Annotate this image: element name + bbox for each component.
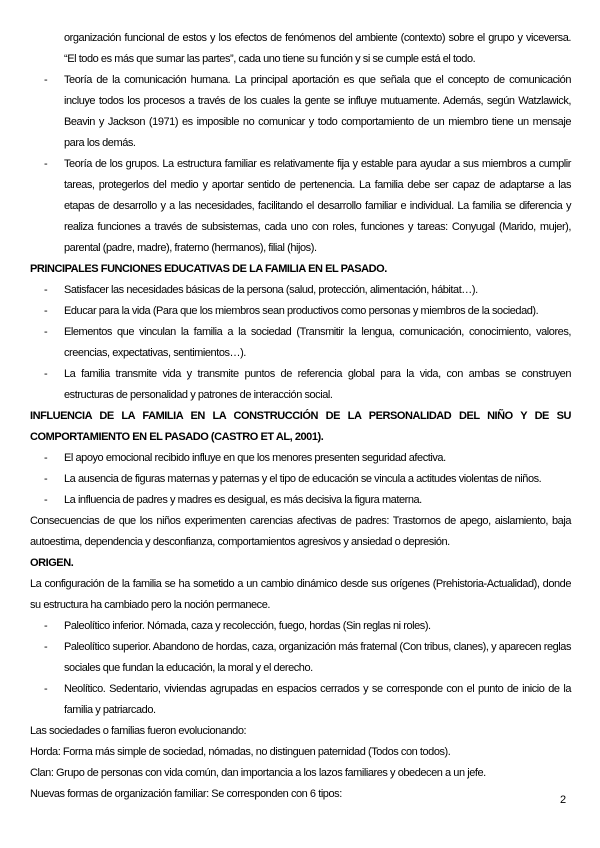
bullet-dash: - xyxy=(44,473,48,485)
bullet-dash: - xyxy=(44,494,48,506)
section-heading-origin: ORIGEN. xyxy=(30,557,74,569)
bullet-dash: - xyxy=(44,452,48,464)
list-item-text: La familia transmite vida y transmite puntos de referencia global para la vida, con ambas se construyen estructuras de personalidad y patrones de interacción social. xyxy=(64,368,571,401)
list-item-text: La ausencia de figuras maternas y paternas y el tipo de educación se vincula a actitudes violentas de niños. xyxy=(64,473,542,485)
bullet-dash: - xyxy=(44,74,48,86)
list-item xyxy=(30,616,571,637)
bullet-dash: - xyxy=(44,641,48,653)
list-item xyxy=(30,70,571,154)
bullet-dash: - xyxy=(44,305,48,317)
bullet-dash: - xyxy=(44,683,48,695)
origin-list xyxy=(30,616,571,721)
list-item xyxy=(30,469,571,490)
list-item xyxy=(30,637,571,679)
list-item-text: Teoría de la comunicación humana. La principal aportación es que señala que el concepto de comunicación incluye todos los procesos a través de los cuales la gente se influye mutuamente. Además, según Watzlawick, Beavin y Jackson (1971) es imposible no comunicar y todo comportamiento de un miembro tiene un mensaje para los demás. xyxy=(64,74,571,149)
section-heading-influence: INFLUENCIA DE LA FAMILIA EN LA CONSTRUCCIÓN DE LA PERSONALIDAD DEL NIÑO Y DE SU COMPORTAMIENTO EN EL PASADO (CASTRO ET AL, 2001). xyxy=(30,410,571,443)
list-item xyxy=(30,364,571,406)
list-item-text: Paleolítico superior. Abandono de hordas, caza, organización más fraternal (Con tribus, clanes), y aparecen reglas sociales que fundan la educación, la moral y el derecho. xyxy=(64,641,571,674)
evolution-line: Las sociedades o familias fueron evolucionando: xyxy=(30,725,247,737)
bullet-dash: - xyxy=(44,620,48,632)
theories-list xyxy=(30,70,571,259)
functions-list xyxy=(30,280,571,406)
bullet-dash: - xyxy=(44,326,48,338)
list-item xyxy=(30,448,571,469)
section-heading-functions: PRINCIPALES FUNCIONES EDUCATIVAS DE LA FAMILIA EN EL PASADO. xyxy=(30,263,387,275)
list-item xyxy=(30,154,571,259)
list-item-text: Teoría de los grupos. La estructura familiar es relativamente fija y estable para ayudar a sus miembros a cumplir tareas, protegerlos del medio y aportar sentido de pertenencia. La familia debe ser capaz de adaptarse a las etapas de desarrollo y a las necesidades, facilitando el desarrollo familiar e individual. La familia se diferencia y realiza funciones a través de subsistemas, cada uno con roles, funciones y tareas: Conyugal (Marido, mujer), parental (padre, madre), fraterno (hermanos), filial (hijos). xyxy=(64,158,571,254)
list-item xyxy=(30,301,571,322)
list-item-text: Neolítico. Sedentario, viviendas agrupadas en espacios cerrados y se corresponde con el punto de inicio de la familia y patriarcado. xyxy=(64,683,571,716)
list-item-text: La influencia de padres y madres es desigual, es más decisiva la figura materna. xyxy=(64,494,422,506)
page-number: 2 xyxy=(560,794,567,806)
list-item-text: Paleolítico inferior. Nómada, caza y recolección, fuego, hordas (Sin reglas ni roles). xyxy=(64,620,431,632)
list-item xyxy=(30,490,571,511)
influence-list xyxy=(30,448,571,511)
page-content xyxy=(30,28,571,805)
clan-line: Clan: Grupo de personas con vida común, dan importancia a los lazos familiares y obedecen a un jefe. xyxy=(30,767,486,779)
bullet-dash: - xyxy=(44,284,48,296)
list-item xyxy=(30,322,571,364)
origin-intro-paragraph: La configuración de la familia se ha sometido a un cambio dinámico desde sus orígenes (Prehistoria-Actualidad), donde su estructura ha cambiado pero la noción permanece. xyxy=(30,578,571,611)
horda-line: Horda: Forma más simple de sociedad, nómadas, no distinguen paternidad (Todos con todos). xyxy=(30,746,451,758)
list-item xyxy=(30,280,571,301)
consequences-paragraph: Consecuencias de que los niños experimenten carencias afectivas de padres: Trastornos de apego, aislamiento, baja autoestima, dependencia y desconfianza, comportamientos agresivos y ansiedad o depresión. xyxy=(30,515,571,548)
intro-continuation: organización funcional de estos y los efectos de fenómenos del ambiente (contexto) sobre el grupo y viceversa. “El todo es más que sumar las partes”, cada uno tiene su función y si se cumple está el todo. xyxy=(64,32,571,65)
list-item-text: El apoyo emocional recibido influye en que los menores presenten seguridad afectiva. xyxy=(64,452,446,464)
bullet-dash: - xyxy=(44,158,48,170)
new-forms-line: Nuevas formas de organización familiar: Se corresponden con 6 tipos: xyxy=(30,788,342,800)
list-item-text: Educar para la vida (Para que los miembros sean productivos como personas y miembros de la sociedad). xyxy=(64,305,539,317)
list-item xyxy=(30,679,571,721)
bullet-dash: - xyxy=(44,368,48,380)
list-item-text: Satisfacer las necesidades básicas de la persona (salud, protección, alimentación, hábitat…). xyxy=(64,284,478,296)
list-item-text: Elementos que vinculan la familia a la sociedad (Transmitir la lengua, comunicación, conocimiento, valores, creencias, expectativas, sentimientos…). xyxy=(64,326,571,359)
